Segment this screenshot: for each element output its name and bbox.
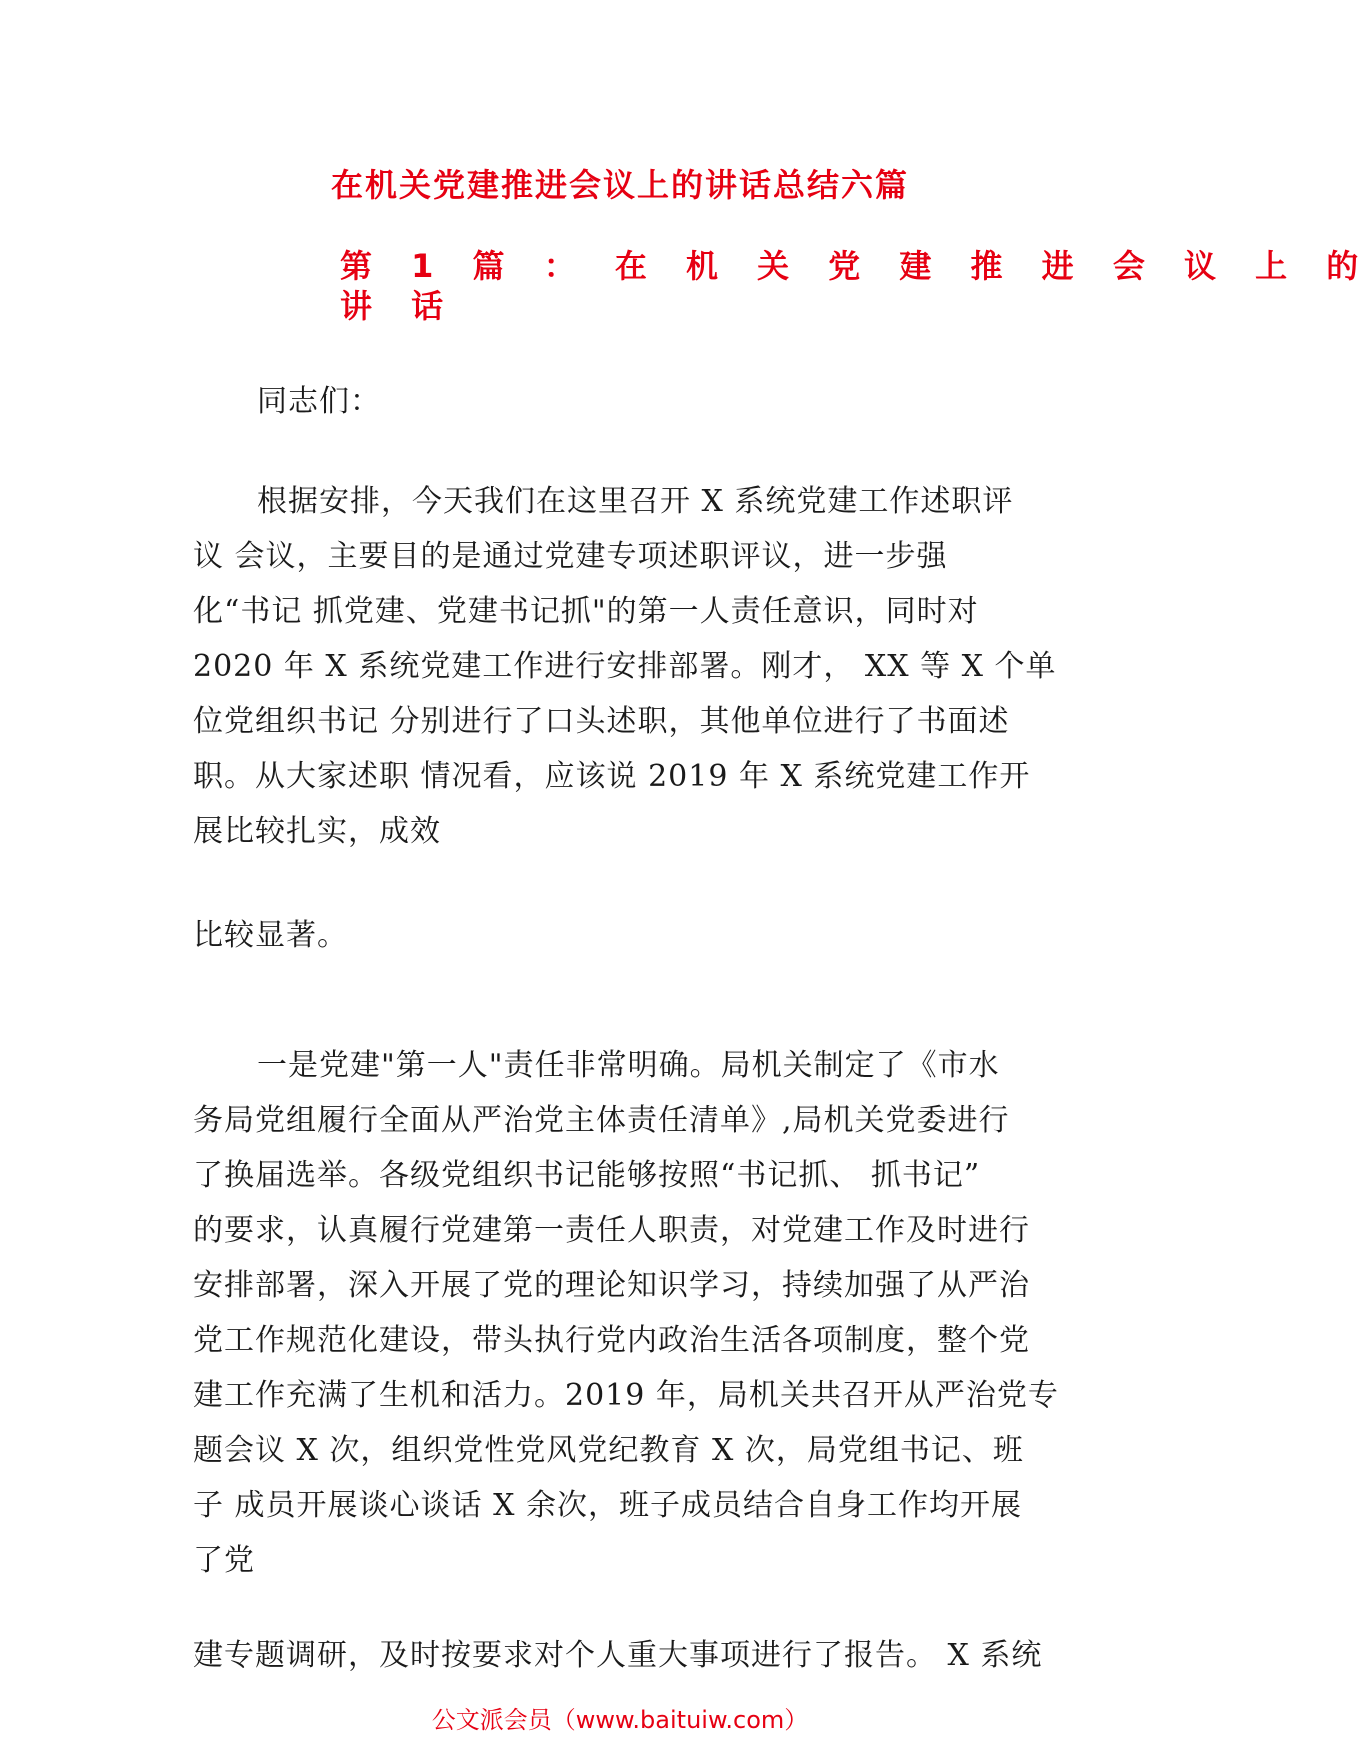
paragraph-2-tail: 建专题调研，及时按要求对个人重大事项进行了报告。 X 系统 xyxy=(193,1638,1043,1673)
paragraph-line: 了换届选举。各级党组织书记能够按照“书记抓、 抓书记” xyxy=(193,1158,981,1193)
paragraph-line: 了党 xyxy=(193,1543,255,1578)
chapter-title xyxy=(340,246,1372,326)
paragraph-line: 建工作充满了生机和活力。2019 年，局机关共召开从严治党专 xyxy=(193,1378,1059,1413)
paragraph-line: 化“书记 抓党建、党建书记抓"的第一人责任意识，同时对 xyxy=(193,594,979,629)
paragraph-line: 务局党组履行全面从严治党主体责任清单》,局机关党委进行 xyxy=(193,1103,1010,1138)
paragraph-line: 2020 年 X 系统党建工作进行安排部署。刚才， XX 等 X 个单 xyxy=(193,649,1057,684)
paragraph-line: 职。从大家述职 情况看，应该说 2019 年 X 系统党建工作开 xyxy=(193,759,1031,794)
paragraph-line: 安排部署，深入开展了党的理论知识学习，持续加强了从严治 xyxy=(193,1268,1030,1303)
paragraph-line: 议 会议，主要目的是通过党建专项述职评议，进一步强 xyxy=(193,539,948,574)
paragraph-line: 题会议 X 次，组织党性党风党纪教育 X 次，局党组书记、班 xyxy=(193,1433,1024,1468)
paragraph-line: 党工作规范化建设，带头执行党内政治生活各项制度，整个党 xyxy=(193,1323,1030,1358)
paragraph-line: 的要求，认真履行党建第一责任人职责，对党建工作及时进行 xyxy=(193,1213,1030,1248)
paragraph-line: 位党组织书记 分别进行了口头述职，其他单位进行了书面述 xyxy=(193,704,1010,739)
chapter-title-line: 讲 话 xyxy=(340,287,458,325)
paragraph-2 xyxy=(193,1038,1059,1588)
paragraph-line: 子 成员开展谈心谈话 X 余次，班子成员结合自身工作均开展 xyxy=(193,1488,1022,1523)
footer-watermark: 公文派会员（www.baituiw.com） xyxy=(431,1706,809,1734)
paragraph-1-tail: 比较显著。 xyxy=(193,918,348,953)
chapter-title-line: 第 1 篇 ： 在 机 关 党 建 推 进 会 议 上 的 xyxy=(340,247,1372,285)
paragraph-line: 一是党建"第一人"责任非常明确。局机关制定了《市水 xyxy=(257,1048,1000,1083)
paragraph-line: 根据安排，今天我们在这里召开 X 系统党建工作述职评 xyxy=(257,484,1014,519)
paragraph-line: 展比较扎实，成效 xyxy=(193,814,441,849)
paragraph-1 xyxy=(193,474,1057,859)
salutation: 同志们： xyxy=(257,384,381,419)
document-title: 在机关党建推进会议上的讲话总结六篇 xyxy=(330,166,909,204)
